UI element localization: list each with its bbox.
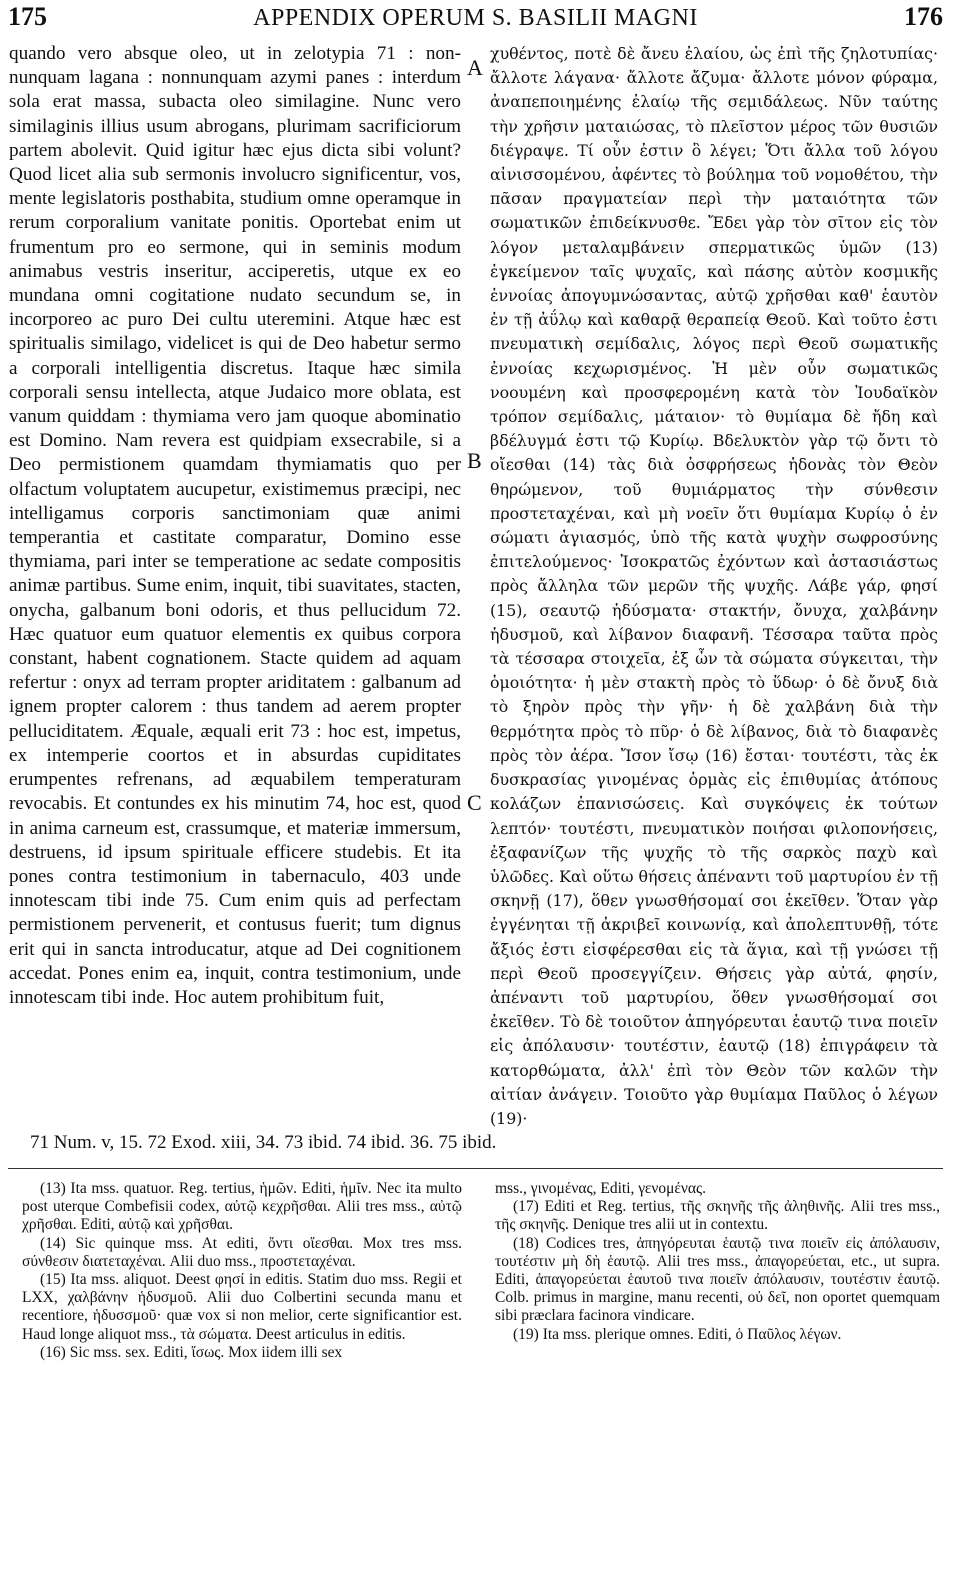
notes-left-column: [22, 1180, 462, 1362]
latin-column: [9, 42, 461, 1010]
margin-marker-a: A: [467, 55, 483, 80]
note-item: (15) Ita mss. aliquot. Deest φησί in editis. Statim duo mss. Regii et LXX, χαλβάνην ἡδυσμοῦ. Alii duo Colbertini secunda manu et recentiore, ἡδυσσμοῦ· quæ vox si non melior, certe significantior est. Haud longe aliquot mss., τὰ σώματα. Deest articulus in editis.: [22, 1271, 462, 1343]
note-item: mss., γινομένας, Editi, γενομένας.: [495, 1180, 707, 1197]
right-page-number: 176: [903, 2, 943, 31]
greek-column: [490, 42, 938, 1131]
latin-text: quando vero absque oleo, ut in zelotypia 71 : non-nunquam lagana : nonnunquam azymi panes : interdum sola erat massa, subacta oleo similagine. Nunc vero similaginis illius usum abrogans, plurimam sacrificiorum partem abolevit. Quid igitur hæc ejus dicta sibi volunt? Quod licet alia sub sermonis involucro significentur, vos, mente legislatoris posthabita, studium omne operamque in rerum corporalium vanitate ponitis. Oportebat enim ut frumentum pro eo sermone, qui in seminis modum animabus vestris inseritur, acciperetis, utque ex eo mundana omni cogitatione nudato secundum se, in incorporeo ac puro Dei cultu uteremini. Atque hæc est spiritualis similago, videlicet is qui de Deo habetur sermo a corporali intelligentia discretus. Itaque hæc simila corporali sensu intellecta, atque Judaico more oblata, est vanum quiddam : thymiama vero jam quoque abominatio est Domino. Nam revera est quidpiam exsecrabile, si a Deo permistionem quamdam thymiamatis quo per olfactum voluptatem aucupetur, existimemus præcipi, nec intelligamus corporis sanctimoniam quæ animi temperantia et castitate comparatur, Domino esse thymiama, pari inter se temperatione ac sedate compositis animæ partibus. Sume enim, inquit, tibi suavitates, stacten, onycha, galbanum boni odoris, et thus pellucidum 72. Hæc quatuor eum quatuor elementis ex quibus corpora constant, habent cognationem. Stacte quidem ad aquam refertur : onyx ad terram propter ariditatem : galbanum ad ignem propter calorem : thus tandem ad aerem propter pelluciditatem. Æquale, æquali erit 73 : hoc est, impetus, ex intemperie coortos et in absurdas cupiditates erumpentes refrenans, ad æquabilem temperaturam revocabis. Et contundes ex his minutim 74, hoc est, quod in anima carneum est, crassumque, et materiæ immersum, destruens, id ipsum spirituale efficere studebis. Et ita pones contra testimonium in tabernaculo, 403 unde innotescam tibi inde 75. Cum enim quis ad perfectam permistionem pervenerit, et contusus fuerit; tum dignus erit qui in sancta introducatur, atque ad Dei cognitionem accedat. Pones enim ea, inquit, contra testimonium, unde innotescam tibi inde. Hoc autem prohibitum fuit,: [9, 43, 461, 1008]
running-header: [8, 2, 943, 36]
left-page-number: 175: [8, 2, 47, 31]
running-title: APPENDIX OPERUM S. BASILII MAGNI: [253, 5, 698, 31]
greek-text: χυθέντος, ποτὲ δὲ ἄνευ ἐλαίου, ὡς ἐπὶ τῆς ζηλοτυπίας· ἄλλοτε λάγανα· ἄλλοτε ἄζυμα· ἄλλοτε μόνον φύραμα, ἀναπεποιημένης ἐλαίῳ τῆς σεμιδάλεως. Νῦν ταύτης τὴν χρῆσιν ματαιώσας, τὸ πλεῖστον μέρος τῶν θυσιῶν διέγραψε. Τί οὖν ἐστιν ὃ λέγει; Ὅτι ἄλλα τοῦ λόγου αἰνισσομένου, ἀφέντες τὸ βούλημα τοῦ νομοθέτου, τὴν πᾶσαν πραγματείαν περὶ τὴν ματαιότητα τῶν σωματικῶν ἐπιδείκνυσθε. Ἔδει γὰρ τὸν σῖτον εἰς τὸν λόγον μεταλαμβάνειν σπερματικῶς ὑμῶν (13) ἐγκείμενον ταῖς ψυχαῖς, καὶ πάσης αὐτὸν κοσμικῆς ἐννοίας ἀπογυμνώσαντας, αὐτῷ χρῆσθαι καθ' ἑαυτὸν ἐν τῇ ἀΰλῳ καὶ καθαρᾷ θεραπείᾳ Θεοῦ. Καὶ τοῦτο ἐστι πνευματικὴ σεμίδαλις, λόγος περὶ Θεοῦ σωματικῆς ἐννοίας κεχωρισμένος. Ἡ μὲν οὖν σωματικῶς νοουμένη καὶ προσφερομένη κατὰ τὸν Ἰουδαϊκὸν τρόπον σεμίδαλις, μάταιον· τὸ θυμίαμα δὲ ἤδη καὶ βδέλυγμά ἐστι τῷ Κυρίῳ. Βδελυκτὸν γὰρ τῷ ὄντι τὸ οἴεσθαι (14) τὰς διὰ ὀσφρήσεως ἡδονὰς τὸν Θεὸν θηρώμενον, τοῦ θυμιάρματος τὴν σύνθεσιν προστεταχέναι, καὶ μὴ νοεῖν ὅτι θυμίαμα Κυρίῳ ὁ ἐν σώματι ἁγιασμός, ὑπὸ τῆς κατὰ ψυχὴν σωφροσύνης ἐπιτελούμενος· Ἰσοκρατῶς ἐχόντων καὶ ἀστασιάστως πρὸς ἄλληλα τῶν μερῶν τῆς ψυχῆς. Λάβε γάρ, φησί (15), σεαυτῷ ἡδύσματα· στακτήν, ὄνυχα, χαλβάνην ἡδυσμοῦ, καὶ λίβανον διαφανῆ. Τέσσαρα ταῦτα πρὸς τὰ τέσσαρα στοιχεῖα, ἐξ ὧν τὰ σώματα σύγκειται, τὴν ὁμοιότητα· ἡ μὲν στακτὴ πρὸς τὸ ὕδωρ· ὁ δὲ ὄνυξ διὰ τὸ ξηρὸν πρὸς τὴν γῆν· ἡ δὲ χαλβάνη διὰ τὴν θερμότητα πρὸς τὸ πῦρ· ὁ δὲ λίβανος, διὰ τὸ διαφανὲς πρὸς τὸν ἀέρα. Ἴσον ἴσῳ (16) ἔσται· τουτέστι, τὰς ἐκ δυσκρασίας γινομένας ὁρμὰς εἰς ἐπιθυμίας ἀτόπους κολάζων ἐπανισώσεις. Καὶ συγκόψεις ἐκ τούτων λεπτόν· τουτέστι, πνευματικὸν ποιήσαι φιλοπονήσεις, ἐξαφανίζων τῆς ψυχῆς τὸ τῆς σαρκὸς παχὺ καὶ ὑλῶδες. Καὶ οὕτω θήσεις ἀπέναντι τοῦ μαρτυρίου ἐν τῇ σκηνῇ (17), ὅθεν γνωσθήσομαί σοι ἐκεῖθεν. Ὅταν γὰρ ἐγγένηται τῇ ἀκριβεῖ κοινωνίᾳ, καὶ ἀπολεπτυνθῇ, τότε ἄξιός ἐστι εἰσφέρεσθαι εἰς τὰ ἅγια, καὶ τῇ γνώσει τῇ περὶ Θεοῦ προσεγγίζειν. Θήσεις γὰρ αὐτά, φησίν, ἀπέναντι τοῦ μαρτυρίου, ὅθεν γνωσθήσομαί σοι ἐκεῖθεν. Τὸ δὲ τοιοῦτον ἀπηγόρευται ἑαυτῷ τινα ποιεῖν εἰς ἀπόλαυσιν· τουτέστιν, ἑαυτῷ (18) ἐπιγράφειν τὰ κατορθώματα, ἀλλ' ἐπὶ τὸν Θεὸν τῶν καλῶν τὴν αἰτίαν ἀνάγειν. Τοιοῦτο γὰρ θυμίαμα Παῦλος ὁ λέγων (19)·: [490, 44, 938, 1128]
note-item: (18) Codices tres, ἀπηγόρευται ἑαυτῷ τινα ποιεῖν εἰς ἀπόλαυσιν, τουτέστιν μὴ δὴ ἑαυτῷ. Alii tres mss., ἀπαγορεύεται, etc., ut supra. Editi, ἀπαγορεύεται ἑαυτοῦ τινα ποιεῖν ἀπόλαυσιν, τουτέστιν ἑαυτῷ. Colb. primus in margine, manu recenti, οὐ δεῖ, non oportet quemquam sibi præclara facinora vindicare.: [495, 1234, 940, 1325]
footnote-divider: [8, 1168, 943, 1169]
notes-right-column: [495, 1180, 940, 1344]
note-item: (17) Editi et Reg. tertius, τῆς σκηνῆς τῆς ἀληθινῆς. Alii tres mss., τῆς σκηνῆς. Denique tres alii ut in contextu.: [495, 1198, 940, 1234]
note-item: (14) Sic quinque mss. At editi, ὄντι οἴεσθαι. Mox tres mss. σύνθεσιν διατεταχέναι. Alii duo mss., προστεταχέναι.: [22, 1234, 462, 1270]
margin-marker-b: B: [467, 448, 482, 473]
note-item: (19) Ita mss. plerique omnes. Editi, ὁ Παῦλος λέγων.: [513, 1325, 842, 1343]
note-item: (13) Ita mss. quatuor. Reg. tertius, ἡμῶν. Editi, ἡμῖν. Nec ita multo post uterque Combefisii codex, αὐτῷ κεχρῆσθαι. Alii tres mss., αὐτῷ χρῆσθαι. Editi, αὐτῷ καὶ χρῆσθαι.: [22, 1180, 462, 1234]
note-item: (16) Sic mss. sex. Editi, ἴσως. Mox iidem illi sex: [40, 1343, 343, 1361]
scripture-references: 71 Num. v, 15. 72 Exod. xiii, 34. 73 ibid. 74 ibid. 36. 75 ibid.: [30, 1132, 497, 1153]
margin-marker-c: C: [467, 790, 482, 815]
